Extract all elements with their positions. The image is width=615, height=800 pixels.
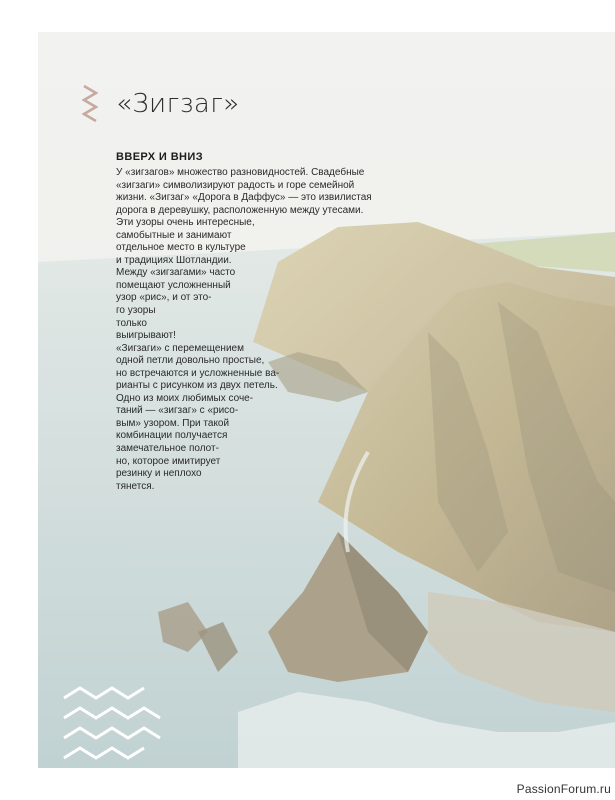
body-line: «Зигзаги» с перемещением bbox=[116, 342, 244, 354]
body-line: выигрывают! bbox=[116, 330, 176, 342]
body-line: узор «рис», и от это- bbox=[116, 292, 212, 304]
body-line: но встречаются и усложненные ва- bbox=[116, 367, 280, 379]
body-line: дорога в деревушку, расположенную между утесами. bbox=[116, 204, 364, 216]
body-line: но, которое имитирует bbox=[116, 455, 221, 467]
site-watermark: PassionForum.ru bbox=[516, 782, 611, 796]
body-line: таний — «зигзаг» с «рисо- bbox=[116, 405, 239, 417]
body-line: Эти узоры очень интересные, bbox=[116, 217, 255, 229]
body-line: и традициях Шотландии. bbox=[116, 254, 232, 266]
body-line: го узоры bbox=[116, 305, 156, 317]
body-line: замечательное полот- bbox=[116, 443, 219, 455]
body-line: отдельное место в культуре bbox=[116, 242, 246, 254]
article-body bbox=[116, 167, 372, 493]
body-line: только bbox=[116, 317, 147, 329]
body-line: резинку и неплохо bbox=[116, 468, 202, 480]
body-line: жизни. «Зигзаг» «Дорога в Даффус» — это извилистая bbox=[116, 192, 372, 204]
body-line: Между «зигзагами» часто bbox=[116, 267, 236, 279]
magazine-page bbox=[38, 32, 615, 768]
section-subheading: ВВЕРХ И ВНИЗ bbox=[116, 151, 203, 163]
page-title: «Зигзаг» bbox=[116, 89, 240, 119]
zigzag-pattern-icon bbox=[60, 682, 170, 768]
body-line: «зигзаги» символизируют радость и горе семейной bbox=[116, 179, 355, 191]
body-line: рианты с рисунком из двух петель. bbox=[116, 380, 278, 392]
body-line: комбинации получается bbox=[116, 430, 228, 442]
body-line: тянется. bbox=[116, 480, 155, 492]
zigzag-icon bbox=[82, 84, 98, 124]
body-line: У «зигзагов» множество разновидностей. Свадебные bbox=[116, 167, 365, 178]
body-line: одной петли довольно простые, bbox=[116, 355, 265, 367]
body-line: помещают усложненный bbox=[116, 279, 231, 291]
body-line: самобытные и занимают bbox=[116, 229, 232, 241]
body-line: Одно из моих любимых соче- bbox=[116, 392, 254, 404]
body-line: вым» узором. При такой bbox=[116, 417, 230, 429]
title-row bbox=[82, 84, 239, 124]
